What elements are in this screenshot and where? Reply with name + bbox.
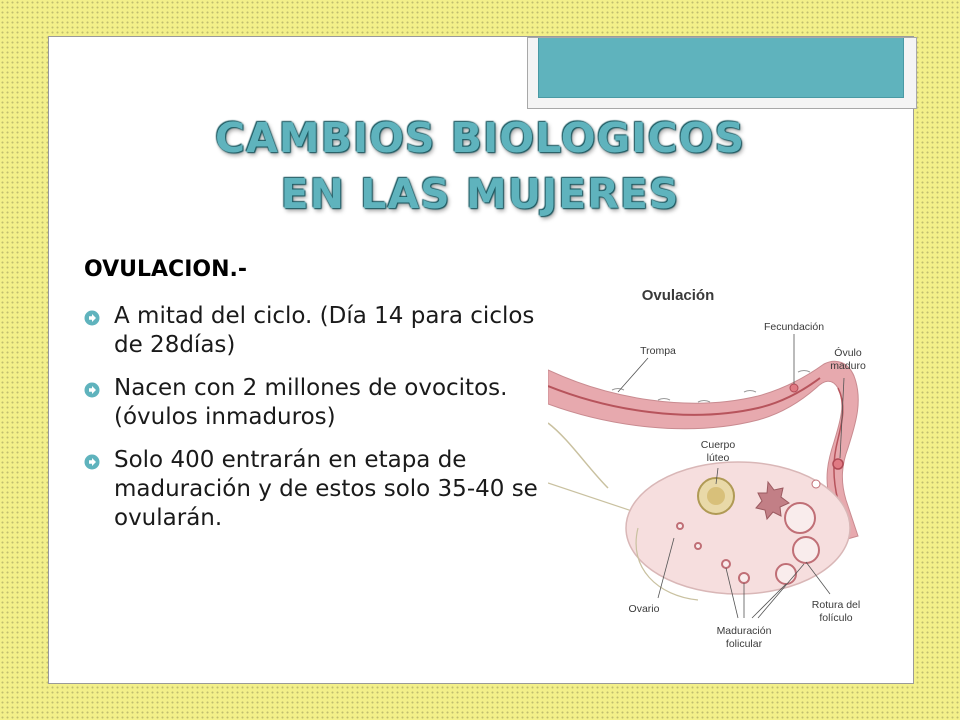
slide-title xyxy=(150,110,810,222)
fertilization-point xyxy=(790,384,798,392)
diagram-title: Ovulación xyxy=(641,287,715,304)
label-ovulo-line1: Óvulo xyxy=(834,347,862,359)
bullet-text: Nacen con 2 millones de ovocitos. (óvulos inmaduros) xyxy=(114,375,508,430)
label-trompa: Trompa xyxy=(640,345,676,357)
label-maduracion-line2: folicular xyxy=(725,638,763,650)
header-decoration xyxy=(527,37,917,109)
label-rotura-line1: Rotura del xyxy=(811,599,861,611)
title-line-2: EN LAS MUJERES xyxy=(280,170,680,218)
mature-ovum xyxy=(833,459,843,469)
header-accent-block xyxy=(538,38,904,98)
arrow-circle-right-icon xyxy=(84,382,100,398)
arrow-circle-right-icon xyxy=(84,454,100,470)
label-cuerpo-line2: lúteo xyxy=(706,452,730,464)
bullet-text: Solo 400 entrarán en etapa de maduración y de estos solo 35-40 se ovularán. xyxy=(114,447,538,531)
label-rotura-line2: folículo xyxy=(819,612,853,624)
bullet-item xyxy=(84,302,554,360)
bullet-item xyxy=(84,446,554,533)
label-ovulo-line2: maduro xyxy=(830,360,866,372)
arrow-circle-right-icon xyxy=(84,310,100,326)
ovulation-diagram xyxy=(548,278,878,670)
bullet-text: A mitad del ciclo. (Día 14 para ciclos de 28días) xyxy=(114,303,535,358)
label-maduracion-line1: Maduración xyxy=(716,625,772,637)
label-ovario: Ovario xyxy=(628,603,660,615)
label-cuerpo-line1: Cuerpo xyxy=(700,439,736,451)
bullet-list xyxy=(84,302,554,547)
title-line-1: CAMBIOS BIOLOGICOS xyxy=(214,114,746,162)
bullet-item xyxy=(84,374,554,432)
label-fecundacion: Fecundación xyxy=(763,321,825,333)
section-heading: OVULACION.- xyxy=(84,257,247,282)
